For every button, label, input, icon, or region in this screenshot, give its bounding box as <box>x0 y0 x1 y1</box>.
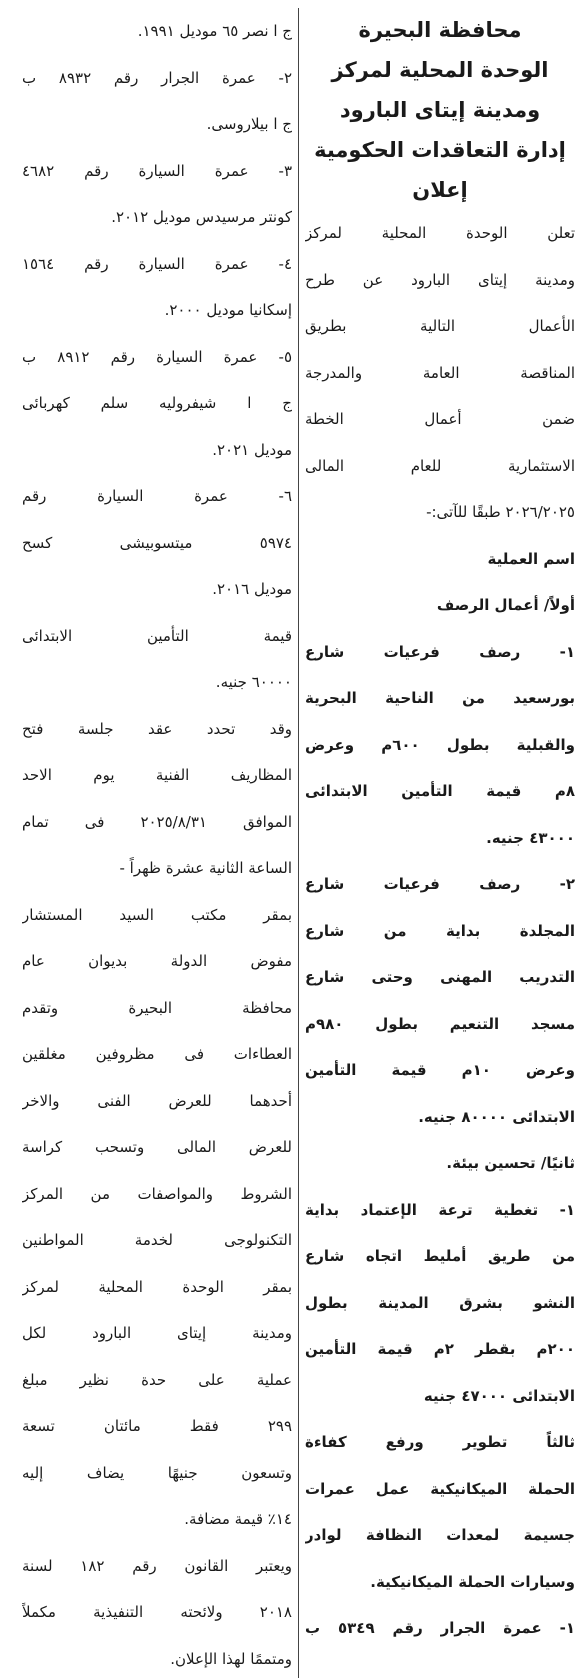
text-line: المظاريف الفنية يوم الاحد <box>22 766 292 784</box>
text-line: جسيمة لمعدات النظافة لوادر <box>305 1526 575 1544</box>
right-column-body <box>305 210 575 1652</box>
text-line: التدريب المهنى وحتى شارع <box>305 968 575 986</box>
text-line: ٨م قيمة التأمين الابتدائى <box>305 782 575 800</box>
text-line: ١- تغطية ترعة الإعتماد بداية <box>305 1200 575 1219</box>
right-column <box>299 8 579 1678</box>
text-line: من طريق أمليط اتجاه شارع <box>305 1247 575 1265</box>
header-announcement: إعلان <box>412 178 468 202</box>
header-governorate: محافظة البحيرة <box>358 18 522 42</box>
text-line: التكنولوجى لخدمة المواطنين <box>22 1231 292 1249</box>
text-line: موديل ٢٠١٦. <box>212 580 292 598</box>
text-line: والقبلية بطول ٦٠٠م وعرض <box>305 735 575 754</box>
text-line: ٢- رصف فرعيات شارع <box>305 875 575 893</box>
text-line: الموافق ٢٠٢٥/٨/٣١ فى تمام <box>22 812 292 831</box>
text-line: ٦- عمرة السيارة رقم <box>22 487 292 505</box>
text-line: ومتممًا لهذا الإعلان. <box>170 1649 292 1668</box>
left-column-body <box>22 8 292 1678</box>
text-line: ١٤٪ قيمة مضافة. <box>184 1510 292 1528</box>
text-line: ٣- عمرة السيارة رقم ٤٦٨٢ <box>22 161 292 180</box>
text-line: عملية على حدة نظير مبلغ <box>22 1370 292 1389</box>
text-line: وقد تحدد عقد جلسة فتح <box>22 719 292 738</box>
text-line: ٥- عمرة السيارة رقم ٨٩١٢ ب <box>22 347 292 366</box>
left-column <box>18 8 298 1678</box>
header-city: ومدينة إيتاى البارود <box>339 98 541 122</box>
text-line: ومدينة إيتاى البارود لكل <box>22 1324 292 1342</box>
text-line: موديل ٢٠٢١. <box>212 440 292 459</box>
text-line: ثالثاً تطوير ورفع كفاءة <box>305 1433 575 1451</box>
text-line: ج ا بيلاروسى. <box>206 115 292 133</box>
text-line: قيمة التأمين الابتدائى <box>22 626 292 645</box>
text-line: كونتر مرسيدس موديل ٢٠١٢. <box>111 208 292 226</box>
text-line: محافظة البحيرة وتقدم <box>22 998 292 1017</box>
text-line: بمقر الوحدة المحلية لمركز <box>22 1277 292 1296</box>
text-line: ٥٩٧٤ ميتسوبيشى كسح <box>22 533 292 552</box>
text-line: اسم العملية <box>487 549 575 568</box>
text-line: ١- عمرة الجرار رقم ٥٣٤٩ ب <box>305 1619 575 1637</box>
text-line: للعرض المالى وتسحب كراسة <box>22 1138 292 1156</box>
text-line: المجلدة بداية من شارع <box>305 921 575 940</box>
text-line: ثانيًا/ تحسين بيئة. <box>446 1154 575 1172</box>
text-line: ٤٣٠٠٠ جنيه. <box>486 828 575 847</box>
text-line: ٢٠١٨ ولائحته التنفيذية مكملاً <box>22 1603 292 1621</box>
text-line: العطاءات فى مظروفين مغلقين <box>22 1045 292 1063</box>
text-line: ج ا نصر ٦٥ موديل ١٩٩١. <box>137 22 292 40</box>
text-line: ضمن أعمال الخطة <box>305 410 575 428</box>
text-line: بورسعيد من الناحية البحرية <box>305 689 575 707</box>
text-line: وعرض ١٠م قيمة التأمين <box>305 1061 575 1079</box>
text-line: الابتدائى ٤٧٠٠٠ جنيه <box>423 1386 575 1405</box>
header-local-unit: الوحدة المحلية لمركز <box>331 58 549 82</box>
column-divider <box>298 8 299 1678</box>
text-line: وتسعون جنيهًا يضاف إليه <box>22 1463 292 1482</box>
text-line: ٢٠٠م بقطر ٢م قيمة التأمين <box>305 1340 575 1358</box>
text-line: بمقر مكتب السيد المستشار <box>22 905 292 924</box>
text-line: المناقصة العامة والمدرجة <box>305 363 575 382</box>
text-line: وسيارات الحملة الميكانيكية. <box>370 1572 575 1591</box>
text-line: الساعة الثانية عشرة ظهراً - <box>119 859 292 877</box>
text-line: ج ا شيفروليه سلم كهربائى <box>22 394 292 412</box>
text-line: الحملة الميكانيكية عمل عمرات <box>305 1479 575 1498</box>
text-line: النشو بشرق المدينة بطول <box>305 1293 575 1312</box>
text-line: الابتدائى ٨٠٠٠٠ جنيه. <box>418 1107 575 1126</box>
header-department: إدارة التعاقدات الحكومية <box>314 138 566 162</box>
text-line: مسجد التنعيم بطول ٩٨٠م <box>305 1014 575 1033</box>
text-line: ٢- عمرة الجرار رقم ٨٩٣٢ ب <box>22 68 292 87</box>
text-line: تعلن الوحدة المحلية لمركز <box>305 224 575 242</box>
text-line: ٢٠٢٦/٢٠٢٥ طبقًا للآتى:- <box>426 503 575 521</box>
text-line: ٤- عمرة السيارة رقم ١٥٦٤ <box>22 254 292 273</box>
text-line: ويعتبر القانون رقم ١٨٢ لسنة <box>22 1556 292 1575</box>
text-line: إسكانيا موديل ٢٠٠٠. <box>164 301 292 319</box>
text-line: ومدينة إيتاى البارود عن طرح <box>305 270 575 289</box>
text-line: أحدهما للعرض الفنى والاخر <box>22 1091 292 1110</box>
text-line: الشروط والمواصفات من المركز <box>22 1184 292 1203</box>
text-line: الاستثمارية للعام المالى <box>305 456 575 475</box>
text-line: ٦٠٠٠٠ جنيه. <box>215 673 292 691</box>
text-line: أولاً/ أعمال الرصف <box>436 596 575 614</box>
text-line: مفوض الدولة بديوان عام <box>22 952 292 970</box>
text-line: ١- رصف فرعيات شارع <box>305 642 575 661</box>
text-line: ٢٩٩ فقط مائتان تسعة <box>22 1417 292 1435</box>
text-line: الأعمال التالية بطريق <box>305 317 575 335</box>
